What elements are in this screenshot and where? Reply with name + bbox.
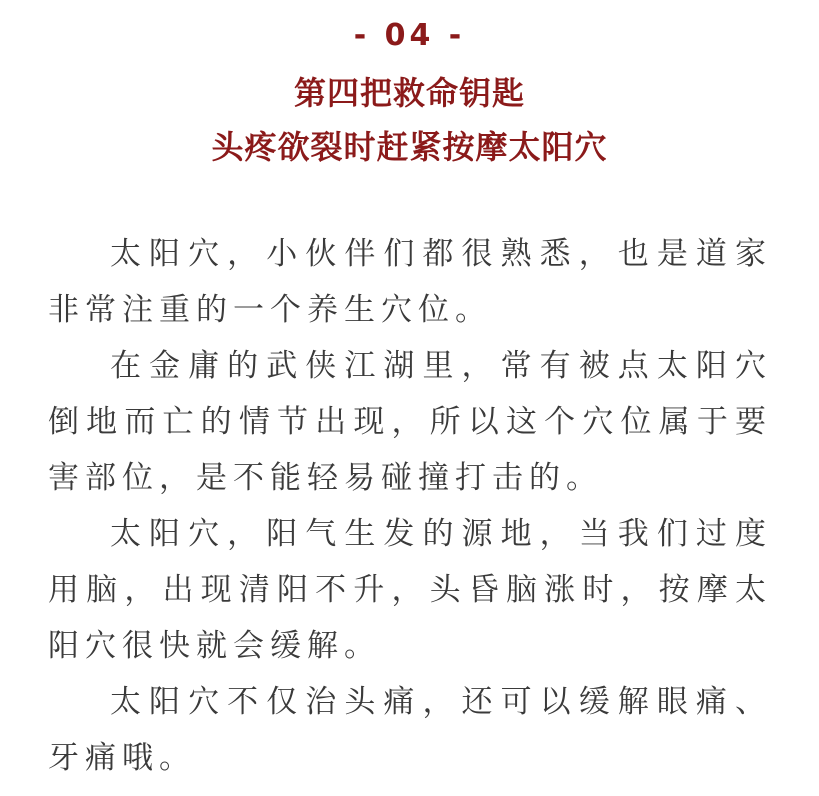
- section-title-line-1: 第四把救命钥匙: [293, 74, 525, 112]
- paragraph: 太阳穴，小伙伴们都很熟悉，也是道家非常注重的一个养生穴位。: [48, 236, 772, 328]
- section-number: - 04 -: [353, 18, 466, 53]
- paragraph: 太阳穴不仅治头痛，还可以缓解眼痛、牙痛哦。: [48, 684, 772, 776]
- article-body: [48, 226, 772, 786]
- paragraph: 在金庸的武侠江湖里，常有被点太阳穴倒地而亡的情节出现，所以这个穴位属于要害部位，是不能轻易碰撞打击的。: [48, 348, 772, 496]
- section-title-line-2: 头疼欲裂时赶紧按摩太阳穴: [211, 128, 608, 166]
- paragraph: 太阳穴，阳气生发的源地，当我们过度用脑，出现清阳不升，头昏脑涨时，按摩太阳穴很快就会缓解。: [48, 516, 772, 664]
